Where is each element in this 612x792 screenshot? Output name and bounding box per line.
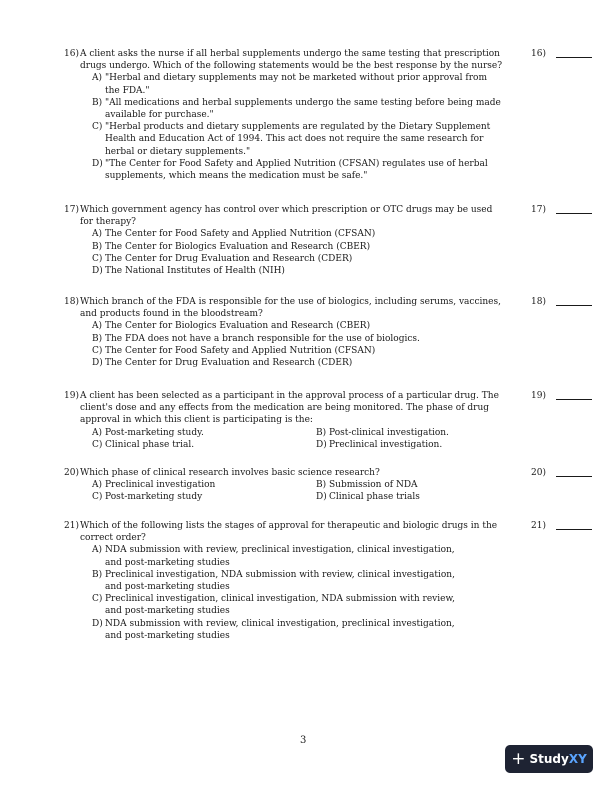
option-d: D) "The Center for Food Safety and Applied Nutrition (CFSAN) regulates use of herbal supplements, which means the medication must be safe." (92, 158, 488, 182)
brand-name-accent: XY (568, 752, 587, 766)
question-text: A client asks the nurse if all herbal supplements undergo the same testing that prescription drugs undergo. Which of the following statements would be the best response by the nurse? (80, 49, 503, 72)
question-16 (64, 48, 574, 182)
question-number: 21) (64, 521, 79, 531)
option-c: C) Preclinical investigation, clinical investigation, NDA submission with review, and post-marketing studies (92, 594, 455, 617)
option-c: C) The Center for Drug Evaluation and Research (CDER) (92, 253, 353, 264)
plus-icon: + (511, 748, 526, 769)
page-number: 3 (300, 735, 307, 746)
answer-blank[interactable] (556, 48, 592, 58)
question-number: 18) (64, 297, 79, 307)
question-body (64, 390, 504, 451)
options-list (92, 544, 472, 642)
option-b: B) Preclinical investigation, NDA submission with review, clinical investigation, and post-marketing studies (92, 569, 455, 593)
question-19 (64, 390, 574, 451)
answer-number: 19) (531, 391, 546, 401)
answer-slot (522, 390, 592, 402)
answer-blank[interactable] (556, 467, 592, 477)
question-stem (64, 204, 504, 228)
question-number: 20) (64, 468, 79, 478)
options-list (92, 72, 504, 182)
option-d: D) Preclinical investigation. (316, 439, 443, 450)
options-grid (92, 427, 504, 451)
question-text: A client has been selected as a participant in the approval process of a particular drug. The client's dose and any effects from the medication are being monitored. The phase of drug approval in which this client is participating is the: (80, 391, 499, 426)
option-d: D) NDA submission with review, clinical investigation, preclinical investigation, and post-marketing studies (92, 618, 455, 641)
question-20 (64, 467, 574, 504)
option-c: C) Post-marketing study (92, 492, 203, 503)
answer-blank[interactable] (556, 296, 592, 306)
option-d: D) The National Institutes of Health (NIH) (92, 266, 285, 277)
answer-slot (522, 204, 592, 216)
options-list (92, 320, 504, 369)
question-number: 19) (64, 391, 79, 401)
option-c: C) The Center for Food Safety and Applied Nutrition (CFSAN) (92, 345, 376, 356)
question-21 (64, 520, 574, 642)
options-grid (92, 479, 504, 503)
option-a: A) "Herbal and dietary supplements may not be marketed without prior approval from the FDA." (92, 73, 487, 96)
question-text: Which of the following lists the stages of approval for therapeutic and biologic drugs in the correct order? (80, 521, 498, 544)
answer-slot (522, 48, 592, 60)
question-18 (64, 296, 574, 369)
question-number: 17) (64, 205, 79, 215)
option-a: A) Post-marketing study. (92, 427, 204, 438)
option-d: D) The Center for Drug Evaluation and Research (CDER) (92, 358, 353, 369)
options-list (92, 228, 504, 277)
option-a: A) The Center for Biologics Evaluation and Research (CBER) (92, 321, 371, 332)
option-b: B) Submission of NDA (316, 480, 418, 491)
answer-number: 20) (531, 468, 546, 478)
question-stem (64, 467, 504, 479)
answer-blank[interactable] (556, 520, 592, 530)
option-b: B) The FDA does not have a branch responsible for the use of biologics. (92, 333, 420, 344)
answer-number: 21) (531, 521, 546, 531)
option-a: A) Preclinical investigation (92, 480, 216, 491)
answer-blank[interactable] (556, 390, 592, 400)
question-text: Which government agency has control over which prescription or OTC drugs may be used for therapy? (80, 205, 493, 228)
question-stem (64, 390, 504, 427)
answer-number: 17) (531, 205, 546, 215)
question-17 (64, 204, 574, 277)
answer-number: 18) (531, 297, 546, 307)
brand-name-main: Study (529, 752, 569, 766)
option-b: B) Post-clinical investigation. (316, 427, 449, 438)
question-text: Which phase of clinical research involves basic science research? (80, 468, 380, 478)
answer-blank[interactable] (556, 204, 592, 214)
option-c: C) Clinical phase trial. (92, 439, 195, 450)
question-body (64, 204, 504, 277)
answer-slot (522, 296, 592, 308)
option-c: C) "Herbal products and dietary supplements are regulated by the Dietary Supplement Health and Education Act of 1994. This act does not require the same research for herbal or dietary supplements." (92, 122, 491, 157)
option-a: A) NDA submission with review, preclinical investigation, clinical investigation, and post-marketing studies (92, 545, 455, 568)
question-text: Which branch of the FDA is responsible for the use of biologics, including serums, vaccines, and products found in the bloodstream? (80, 297, 501, 320)
question-stem (64, 48, 504, 72)
answer-number: 16) (531, 49, 546, 59)
option-a: A) The Center for Food Safety and Applied Nutrition (CFSAN) (92, 229, 376, 240)
studyxy-logo[interactable] (505, 745, 593, 773)
option-b: B) "All medications and herbal supplements undergo the same testing before being made available for purchase." (92, 97, 501, 121)
question-stem (64, 520, 504, 544)
question-body (64, 296, 504, 369)
answer-slot (522, 520, 592, 532)
question-number: 16) (64, 49, 79, 59)
question-body (64, 48, 504, 182)
question-body (64, 467, 504, 504)
question-body (64, 520, 504, 642)
answer-slot (522, 467, 592, 479)
option-d: D) Clinical phase trials (316, 492, 420, 503)
question-stem (64, 296, 504, 320)
option-b: B) The Center for Biologics Evaluation and Research (CBER) (92, 241, 371, 252)
